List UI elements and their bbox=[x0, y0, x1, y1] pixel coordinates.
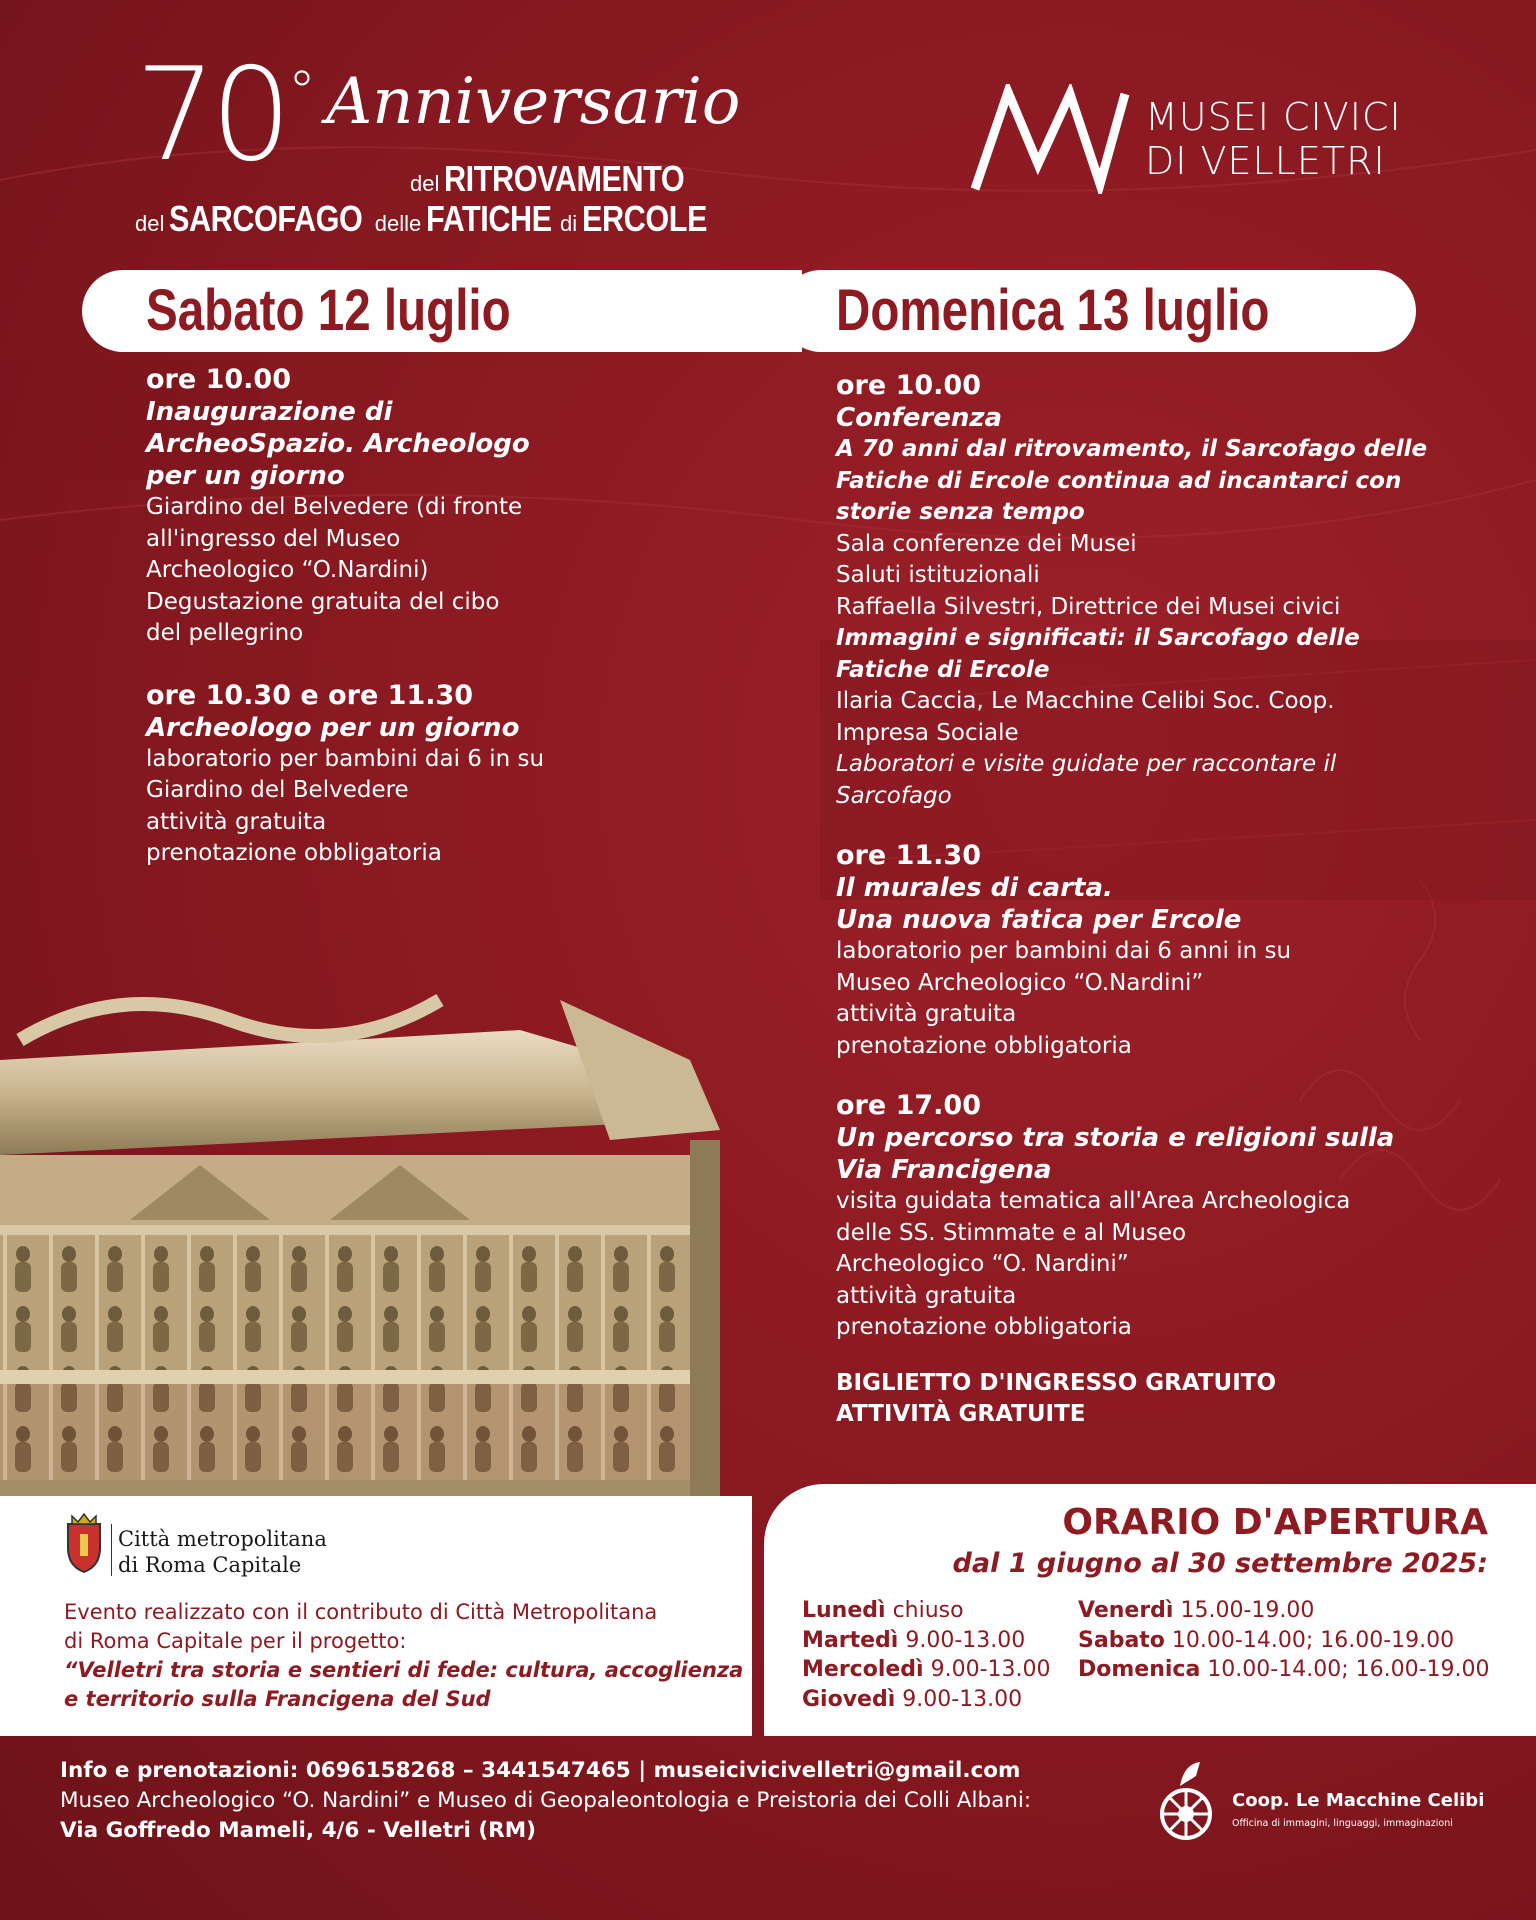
event-detail: attività gratuita bbox=[836, 1282, 1017, 1309]
event-title: per un giorno bbox=[146, 461, 345, 491]
saturday-date-pill: Sabato 12 luglio bbox=[82, 270, 802, 352]
event-note: Laboratori e visite guidate per raccontare il bbox=[836, 751, 1337, 777]
event-detail: Saluti istituzionali bbox=[836, 562, 1040, 588]
event-detail: attività gratuita bbox=[146, 808, 327, 835]
title-line-2: del RITROVAMENTO bbox=[410, 158, 685, 199]
event-subtitle: storie senza tempo bbox=[836, 499, 1085, 525]
contribution-text: Evento realizzato con il contributo di Città Metropolitana di Roma Capitale per il progetto: “Velletri tra storia e sentieri di fede: cultura, accoglienza e territorio sulla Francigena del Sud bbox=[64, 1600, 744, 1711]
free-entry: BIGLIETTO D'INGRESSO GRATUITO bbox=[836, 1369, 1277, 1396]
address-line: Via Goffredo Mameli, 4/6 - Velletri (RM) bbox=[60, 1818, 536, 1843]
event-detail: Museo Archeologico “O.Nardini” bbox=[836, 969, 1204, 996]
event-title: Archeologo per un giorno bbox=[146, 712, 520, 743]
event-time: ore 17.00 bbox=[836, 1090, 981, 1121]
event-title: Via Francigena bbox=[836, 1155, 1052, 1185]
hours-row: Giovedì 9.00-13.00 bbox=[802, 1686, 1023, 1712]
coop-name: Coop. Le Macchine Celibi bbox=[1232, 1790, 1485, 1811]
museum-logo-text: MUSEI CIVICI DI VELLETRI bbox=[1145, 95, 1402, 183]
event-time: ore 11.30 bbox=[836, 840, 981, 871]
event-detail: Ilaria Caccia, Le Macchine Celibi Soc. Coop. bbox=[836, 688, 1335, 714]
sarcophagus-image bbox=[0, 940, 760, 1520]
roma-capitale-crest-icon bbox=[62, 1512, 106, 1574]
event-detail: laboratorio per bambini dai 6 anni in su bbox=[836, 938, 1292, 964]
macchine-celibi-logo-icon bbox=[1150, 1758, 1226, 1848]
event-subtitle: Fatiche di Ercole continua ad incantarci con bbox=[836, 467, 1402, 494]
hours-list-left bbox=[802, 1596, 1050, 1714]
event-detail: Archeologico “O. Nardini” bbox=[836, 1251, 1129, 1277]
hours-row: Mercoledì 9.00-13.00 bbox=[802, 1657, 1051, 1682]
saturday-program bbox=[146, 364, 746, 870]
event-detail: visita guidata tematica all'Area Archeologica bbox=[836, 1188, 1351, 1214]
musei-civici-logo-icon bbox=[970, 84, 1130, 194]
event-detail: Archeologico “O.Nardini) bbox=[146, 557, 429, 583]
event-detail: prenotazione obbligatoria bbox=[836, 1314, 1132, 1340]
degree-symbol: ° bbox=[288, 60, 316, 125]
event-talk: Fatiche di Ercole bbox=[836, 656, 1050, 683]
event-detail: Impresa Sociale bbox=[836, 719, 1019, 746]
free-activities: ATTIVITÀ GRATUITE bbox=[836, 1401, 1086, 1427]
hours-row: Sabato 10.00-14.00; 16.00-19.00 bbox=[1078, 1627, 1455, 1653]
event-subtitle: A 70 anni dal ritrovamento, il Sarcofago delle bbox=[836, 436, 1428, 462]
event-title: ArcheoSpazio. Archeologo bbox=[146, 429, 530, 459]
event-detail: Giardino del Belvedere bbox=[146, 777, 409, 803]
event-time: ore 10.00 bbox=[836, 370, 981, 401]
event-title: Inaugurazione di bbox=[146, 397, 393, 427]
event-detail: prenotazione obbligatoria bbox=[836, 1032, 1132, 1059]
event-title: Conferenza bbox=[836, 403, 1003, 433]
sunday-program bbox=[836, 370, 1516, 1431]
hours-row: Martedì 9.00-13.00 bbox=[802, 1627, 1026, 1653]
title-line-3: del SARCOFAGO delle FATICHE di ERCOLE bbox=[135, 198, 707, 239]
hours-list-right bbox=[1078, 1596, 1490, 1685]
event-time: ore 10.30 e ore 11.30 bbox=[146, 679, 474, 711]
event-detail: Sala conferenze dei Musei bbox=[836, 530, 1137, 557]
event-detail: Raffaella Silvestri, Direttrice dei Musei civici bbox=[836, 593, 1341, 620]
footer-info bbox=[60, 1756, 1031, 1846]
hours-row: Venerdì 15.00-19.00 bbox=[1078, 1598, 1315, 1623]
event-detail: laboratorio per bambini dai 6 in su bbox=[146, 745, 545, 772]
museum-line: Museo Archeologico “O. Nardini” e Museo di Geopaleontologia e Preistoria dei Colli Albani: bbox=[60, 1788, 1032, 1813]
city-metropolitan-name: Città metropolitana di Roma Capitale bbox=[118, 1527, 327, 1577]
anniversary-number: 70 bbox=[135, 41, 286, 190]
contact-line: Info e prenotazioni: 0696158268 – 3441547465 | museicivicivelletri@gmail.com bbox=[60, 1758, 1021, 1783]
event-talk: Immagini e significati: il Sarcofago delle bbox=[836, 625, 1360, 651]
event-detail: attività gratuita bbox=[836, 1001, 1017, 1027]
anniversary-script: Anniversario bbox=[326, 65, 741, 139]
event-note: Sarcofago bbox=[836, 782, 952, 809]
crest-divider bbox=[111, 1524, 112, 1576]
event-detail: Giardino del Belvedere (di fronte bbox=[146, 494, 523, 520]
opening-hours-period: dal 1 giugno al 30 settembre 2025: bbox=[952, 1548, 1488, 1579]
coop-tagline: Officina di immagini, linguaggi, immaginazioni bbox=[1232, 1818, 1453, 1829]
event-detail: all'ingresso del Museo bbox=[146, 525, 401, 552]
hours-row: Lunedì chiuso bbox=[802, 1598, 964, 1623]
event-detail: del pellegrino bbox=[146, 620, 304, 646]
sunday-date-pill: Domenica 13 luglio bbox=[780, 270, 1416, 352]
event-title: Un percorso tra storia e religioni sulla bbox=[836, 1123, 1395, 1153]
event-time: ore 10.00 bbox=[146, 364, 291, 395]
event-detail: Degustazione gratuita del cibo bbox=[146, 588, 500, 615]
hours-row: Domenica 10.00-14.00; 16.00-19.00 bbox=[1078, 1657, 1490, 1682]
event-detail: prenotazione obbligatoria bbox=[146, 840, 442, 866]
event-detail: delle SS. Stimmate e al Museo bbox=[836, 1219, 1187, 1246]
event-title: Una nuova fatica per Ercole bbox=[836, 905, 1242, 935]
event-title: Il murales di carta. bbox=[836, 873, 1113, 903]
opening-hours-title: ORARIO D'APERTURA bbox=[1062, 1502, 1488, 1543]
